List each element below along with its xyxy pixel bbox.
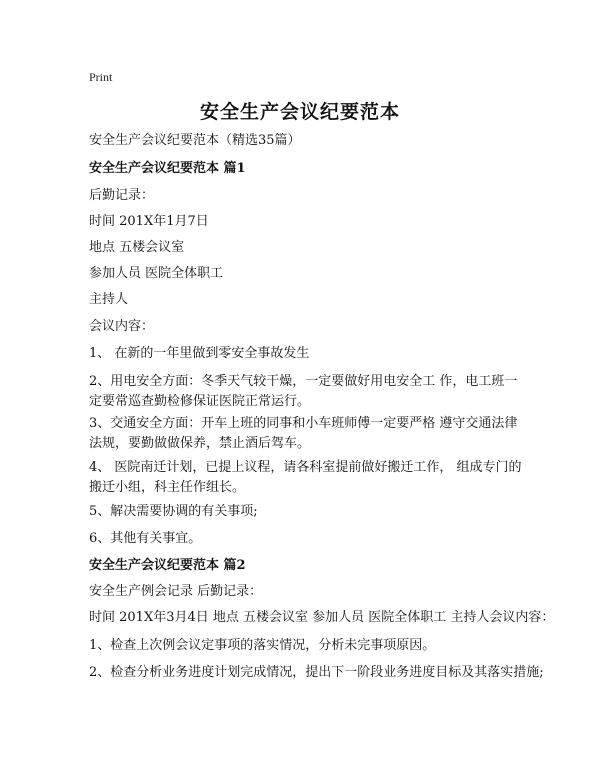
paragraph: 后勤记录： <box>89 188 155 203</box>
list-item: 1、 在新的一年里做到零安全事故发生 <box>89 346 310 361</box>
section-heading-2: 安全生产会议纪要范本 篇2 <box>89 558 246 573</box>
print-label[interactable]: Print <box>89 70 113 84</box>
list-item: 2、检查分析业务进度计划完成情况，提出下一阶段业务进度目标及其落实措施; <box>89 665 544 680</box>
paragraph: 会议内容： <box>89 319 155 334</box>
paragraph: 时间 201X年1月7日 <box>89 214 209 229</box>
paragraph: 地点 五楼会议室 <box>89 240 185 255</box>
page-title: 安全生产会议纪要范本 <box>199 101 400 123</box>
document-subtitle: 安全生产会议纪要范本（精选35篇） <box>89 133 301 148</box>
section-heading-1: 安全生产会议纪要范本 篇1 <box>89 161 246 176</box>
list-item: 3、交通安全方面：开车上班的同事和小车班师傅一定要严格 遵守交通法律法规，要勤做做保养，禁止酒后驾车。 <box>89 416 518 451</box>
list-item: 5、解决需要协调的有关事项; <box>89 504 258 519</box>
paragraph: 时间 201X年3月4日 地点 五楼会议室 参加人员 医院全体职工 主持人会议内容： <box>89 610 555 625</box>
list-item: 6、其他有关事宜。 <box>89 531 202 546</box>
list-item: 1、检查上次例会议定事项的落实情况，分析未完事项原因。 <box>89 638 436 653</box>
list-item: 2、用电安全方面：冬季天气较干燥，一定要做好用电安全工 作，电工班一定要常巡查勤检修保证医院正常运行。 <box>89 374 518 409</box>
paragraph: 主持人 <box>89 292 129 307</box>
list-item: 4、 医院南迁计划，已提上议程，请各科室提前做好搬迁工作， 组成专门的搬迁小组，科主任作组长。 <box>89 460 522 495</box>
paragraph: 参加人员 医院全体职工 <box>89 266 224 281</box>
paragraph: 安全生产例会记录 后勤记录： <box>89 584 263 599</box>
